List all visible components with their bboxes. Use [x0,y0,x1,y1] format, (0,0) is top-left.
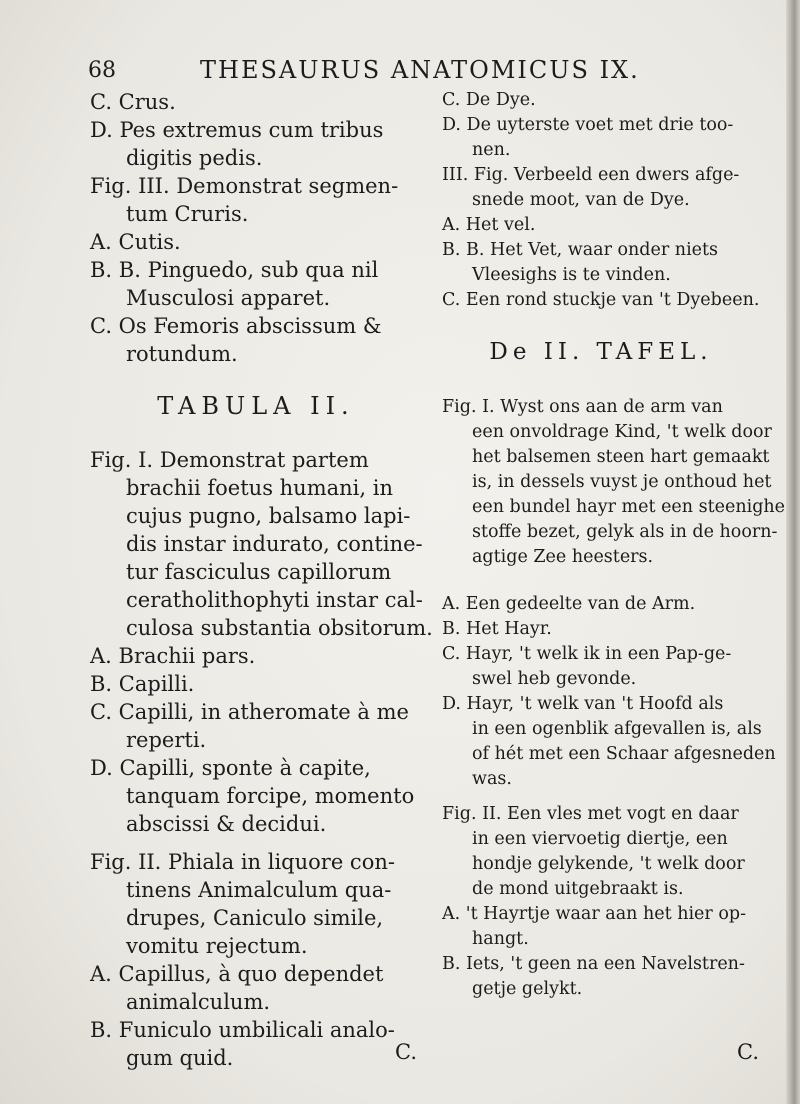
text-line: C. Een rond stuckje van 't Dyebeen. [442,290,760,310]
text-line: B. Funiculo umbilicali analo- [90,1018,395,1042]
text-line: is, in dessels vuyst je onthoud het [472,472,772,492]
text-line: de mond uitgebraakt is. [472,879,684,899]
text-line: drupes, Caniculo simile, [126,906,384,930]
text-line: C. Os Femoris abscissum & [90,314,382,338]
text-line: D. Hayr, 't welk van 't Hoofd als [442,694,724,714]
text-line: stoffe bezet, gelyk als in de hoorn- [472,522,778,542]
text-line: nen. [472,140,511,160]
text-line: Fig. II. Phiala in liquore con- [90,850,395,874]
text-line: C. Capilli, in atheromate à me [90,700,409,724]
section-heading-dutch: De II. TAFEL. [489,339,713,365]
catchword-right: C. [737,1040,759,1064]
text-line: A. Cutis. [90,230,181,254]
latin-column [90,88,433,1072]
text-line: vomitu rejectum. [126,934,308,958]
text-line: A. Een gedeelte van de Arm. [442,594,696,614]
text-line: dis instar indurato, contine- [126,532,423,556]
text-line: A. 't Hayrtje waar aan het hier op- [442,904,746,924]
text-line: was. [472,769,512,789]
text-line: rotundum. [126,342,238,366]
text-line: A. Capillus, à quo dependet [90,962,384,986]
text-line: B. Iets, 't geen na een Navelstren- [442,954,745,974]
text-line: swel heb gevonde. [472,669,637,689]
page-number: 68 [88,58,116,83]
text-line: Musculosi apparet. [126,286,331,310]
text-line: cujus pugno, balsamo lapi- [126,504,411,528]
text-line: tum Cruris. [126,202,249,226]
text-line: agtige Zee heesters. [472,547,654,567]
text-line: Fig. II. Een vles met vogt en daar [442,804,739,824]
text-line: hangt. [472,929,529,949]
text-line: hondje gelykende, 't welk door [472,854,745,874]
text-line: B. Het Hayr. [442,619,552,639]
text-line: C. Hayr, 't welk ik in een Pap-ge- [442,644,732,664]
text-line: B. B. Het Vet, waar onder niets [442,240,719,260]
text-line: Vleesighs is te vinden. [472,265,671,285]
text-line: abscissi & decidui. [126,812,327,836]
text-line: in een viervoetig diertje, een [472,829,728,849]
text-line: tinens Animalculum qua- [126,878,392,902]
text-line: Fig. I. Demonstrat partem [90,448,369,472]
text-line: culosa substantia obsitorum. [126,616,433,640]
text-line: C. Crus. [90,90,176,114]
text-line: C. De Dye. [442,90,536,110]
text-line: A. Brachii pars. [90,644,256,668]
text-line: digitis pedis. [126,146,263,170]
text-line: B. Capilli. [90,672,195,696]
text-line: D. De uyterste voet met drie too- [442,115,734,135]
text-line: tur fasciculus capillorum [126,560,392,584]
text-line: of hét met een Schaar afgesneden [472,744,776,764]
dutch-column [442,88,786,1002]
text-line: getje gelykt. [472,979,583,999]
page-edge [786,0,800,1104]
text-line: in een ogenblik afgevallen is, als [472,719,762,739]
text-line: A. Het vel. [442,215,536,235]
text-line: B. B. Pinguedo, sub qua nil [90,258,379,282]
text-line: D. Pes extremus cum tribus [90,118,384,142]
text-line: gum quid. [126,1046,234,1070]
text-line: tanquam forcipe, momento [126,784,415,808]
text-line: III. Fig. Verbeeld een dwers afge- [442,165,740,185]
text-line: ceratholithophyti instar cal- [126,588,423,612]
text-line: reperti. [126,728,207,752]
text-line: brachii foetus humani, in [126,476,393,500]
text-line: het balsemen steen hart gemaakt [472,447,770,467]
running-header [88,52,680,92]
text-line: Fig. III. Demonstrat segmen- [90,174,399,198]
running-title: THESAURUS ANATOMICUS IX. [200,56,640,84]
text-line: een onvoldrage Kind, 't welk door [472,422,772,442]
text-line: D. Capilli, sponte à capite, [90,756,371,780]
text-line: snede moot, van de Dye. [472,190,690,210]
text-line: een bundel hayr met een steenighe [472,497,786,517]
text-line: Fig. I. Wyst ons aan de arm van [442,397,723,417]
catchword-left: C. [395,1040,417,1064]
text-line: animalculum. [126,990,271,1014]
section-heading-latin: TABULA II. [157,392,355,420]
